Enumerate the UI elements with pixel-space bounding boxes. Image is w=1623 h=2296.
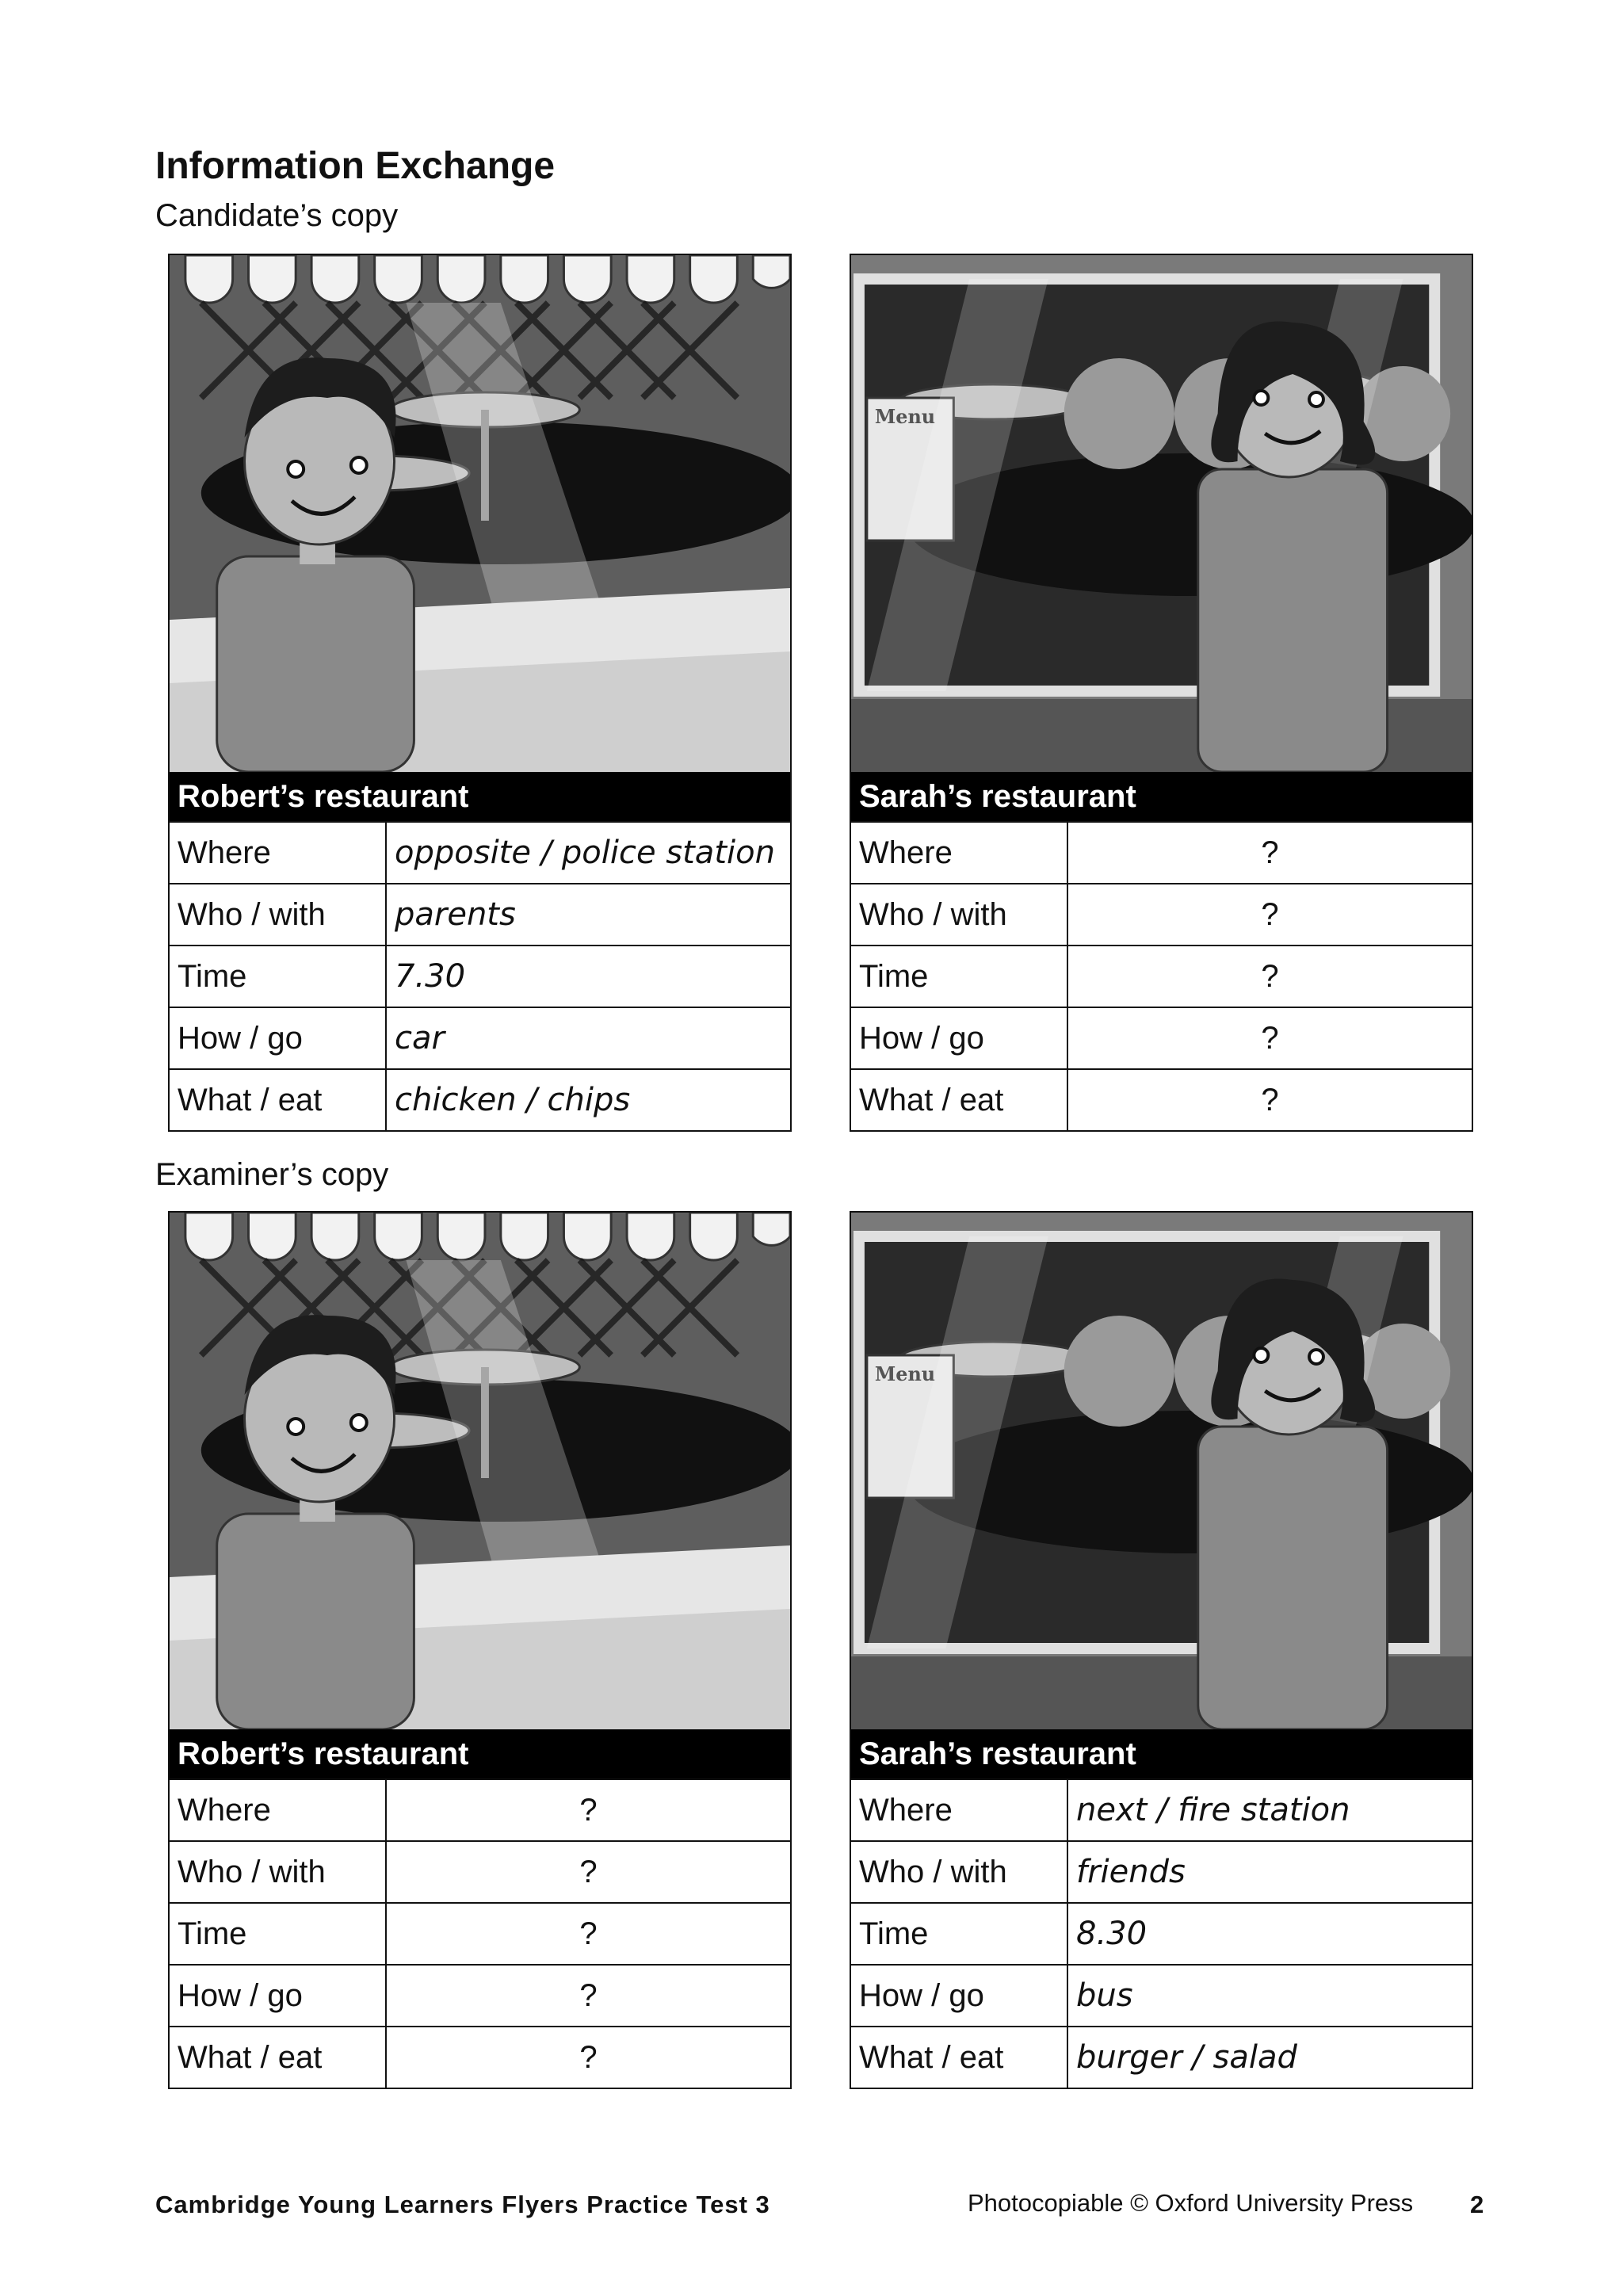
sarah-restaurant-title: Sarah’s restaurant [851, 772, 1472, 821]
row-label: How / go [851, 1965, 1067, 2027]
row-value: parents [386, 884, 790, 946]
row-label: Who / with [851, 884, 1067, 946]
table-row [851, 884, 1472, 946]
table-row [851, 822, 1472, 884]
sarah-restaurant-illustration [851, 1213, 1472, 1729]
row-value: ? [386, 1841, 790, 1903]
robert-restaurant-title: Robert’s restaurant [170, 772, 790, 821]
row-label: Who / with [170, 884, 386, 946]
row-label: Time [851, 946, 1067, 1007]
row-value: ? [386, 1965, 790, 2027]
table-row [170, 1779, 790, 1841]
row-label: Time [170, 946, 386, 1007]
sarah-info-table [851, 1778, 1472, 2088]
row-value: ? [1067, 1069, 1472, 1130]
row-label: How / go [170, 1007, 386, 1069]
table-row [851, 1903, 1472, 1965]
row-label: How / go [170, 1965, 386, 2027]
sarah-restaurant-card-examiner [850, 1211, 1473, 2089]
table-row [851, 1965, 1472, 2027]
row-label: Where [851, 1779, 1067, 1841]
footer-test-title: Cambridge Young Learners Flyers Practice Test 3 [155, 2191, 770, 2218]
row-value: ? [386, 2027, 790, 2088]
table-row [851, 1779, 1472, 1841]
row-label: Where [170, 1779, 386, 1841]
robert-info-table [170, 821, 790, 1130]
row-label: How / go [851, 1007, 1067, 1069]
table-row [170, 884, 790, 946]
robert-restaurant-title: Robert’s restaurant [170, 1729, 790, 1778]
table-row [851, 946, 1472, 1007]
row-value: ? [1067, 822, 1472, 884]
sarah-restaurant-title: Sarah’s restaurant [851, 1729, 1472, 1778]
row-value: ? [386, 1903, 790, 1965]
row-value: opposite / police station [386, 822, 790, 884]
table-row [170, 1007, 790, 1069]
robert-info-table [170, 1778, 790, 2088]
row-value: next / fire station [1067, 1779, 1472, 1841]
table-row [851, 1841, 1472, 1903]
row-value: chicken / chips [386, 1069, 790, 1130]
sarah-restaurant-card-candidate [850, 254, 1473, 1132]
table-row [851, 1069, 1472, 1130]
row-label: Time [851, 1903, 1067, 1965]
table-row [170, 1069, 790, 1130]
row-value: burger / salad [1067, 2027, 1472, 2088]
row-value: 7.30 [386, 946, 790, 1007]
row-label: Who / with [170, 1841, 386, 1903]
footer-copyright: Photocopiable © Oxford University Press [968, 2189, 1414, 2217]
table-row [851, 2027, 1472, 2088]
row-value: friends [1067, 1841, 1472, 1903]
table-row [170, 1903, 790, 1965]
page-title: Information Exchange [155, 145, 556, 187]
row-label: Who / with [851, 1841, 1067, 1903]
table-row [170, 1965, 790, 2027]
menu-sign-text: Menu [874, 405, 936, 429]
row-label: What / eat [170, 2027, 386, 2088]
examiner-copy-label: Examiner’s copy [155, 1157, 389, 1192]
candidate-copy-label: Candidate’s copy [155, 198, 399, 233]
row-label: Where [851, 822, 1067, 884]
row-value: 8.30 [1067, 1903, 1472, 1965]
table-row [170, 1841, 790, 1903]
row-value: car [386, 1007, 790, 1069]
row-value: bus [1067, 1965, 1472, 2027]
robert-restaurant-card-candidate [168, 254, 792, 1132]
sarah-info-table [851, 821, 1472, 1130]
row-value: ? [1067, 1007, 1472, 1069]
page-number: 2 [1470, 2191, 1484, 2218]
row-label: Where [170, 822, 386, 884]
sarah-restaurant-illustration [851, 255, 1472, 772]
menu-sign-text: Menu [874, 1362, 936, 1386]
table-row [170, 946, 790, 1007]
robert-restaurant-illustration [170, 1213, 790, 1729]
row-label: Time [170, 1903, 386, 1965]
robert-restaurant-card-examiner [168, 1211, 792, 2089]
row-value: ? [1067, 946, 1472, 1007]
table-row [170, 822, 790, 884]
row-label: What / eat [851, 1069, 1067, 1130]
row-value: ? [386, 1779, 790, 1841]
table-row [170, 2027, 790, 2088]
row-value: ? [1067, 884, 1472, 946]
row-label: What / eat [851, 2027, 1067, 2088]
robert-restaurant-illustration [170, 255, 790, 772]
row-label: What / eat [170, 1069, 386, 1130]
table-row [851, 1007, 1472, 1069]
